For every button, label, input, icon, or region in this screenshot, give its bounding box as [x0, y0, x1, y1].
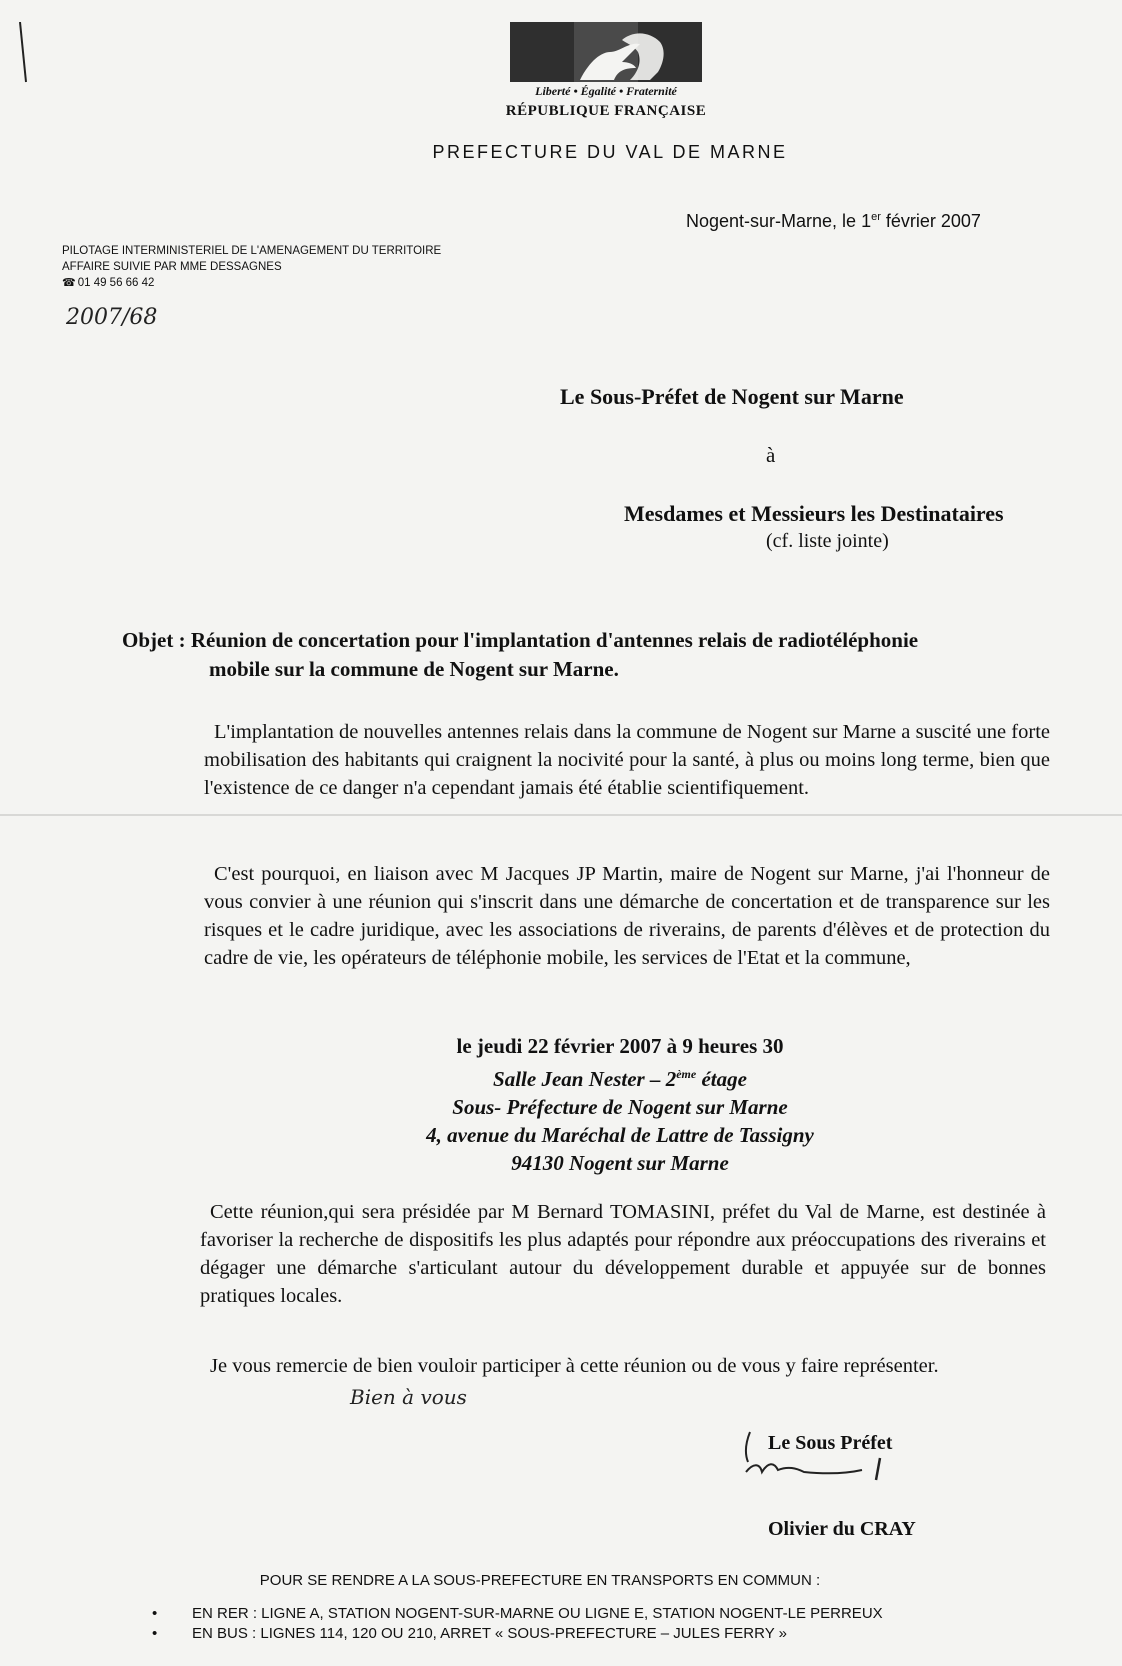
meeting-date: le jeudi 22 février 2007 à 9 heures 30: [456, 1034, 784, 1058]
service-department: PILOTAGE INTERMINISTERIEL DE L'AMENAGEMENT DU TERRITOIRE: [62, 245, 442, 257]
sender-line: Le Sous-Préfet de Nogent sur Marne: [560, 384, 904, 409]
republic-name: RÉPUBLIQUE FRANÇAISE: [505, 103, 707, 119]
bullet-icon: •: [152, 1625, 158, 1642]
letter-object: [122, 626, 1062, 684]
date-prefix: Nogent-sur-Marne, le 1: [686, 211, 872, 231]
room-prefix: Salle Jean Nester – 2: [493, 1067, 677, 1091]
body-paragraph-2: C'est pourquoi, en liaison avec M Jacques JP Martin, maire de Nogent sur Marne, j'ai l'honneur de vous convier à une réunion qui s'inscrit dans une démarche de concertation et de transparence sur les risques et le cadre juridique, avec les associations de riverains, de parents d'élèves et de protection du cadre de vie, les opérateurs de téléphonie mobile, les services de l'Etat et la commune,: [204, 863, 1050, 969]
meeting-details: [300, 1032, 940, 1177]
paper-fold-line: [0, 812, 1122, 818]
transport-item-text: EN BUS : LIGNES 114, 120 OU 210, ARRET « SOUS-PREFECTURE – JULES FERRY »: [192, 1625, 787, 1642]
marianne-logo: [510, 22, 702, 82]
body-paragraph-3: Cette réunion,qui sera présidée par M Bernard TOMASINI, préfet du Val de Marne, est destinée à favoriser la recherche de dispositifs les plus adaptés pour répondre aux préoccupations des riverains et dégager une démarche s'articulant autour du développement durable et appuyée sur de bonnes pratiques locales.: [200, 1201, 1046, 1307]
letter-date: [686, 211, 981, 232]
service-contact: AFFAIRE SUIVIE PAR MME DESSAGNES: [62, 261, 282, 273]
transport-item-bus: [150, 1624, 970, 1644]
recipients-line: Mesdames et Messieurs les Destinataires: [624, 501, 1004, 526]
phone-number: 01 49 56 66 42: [77, 277, 155, 289]
meeting-building: Sous- Préfecture de Nogent sur Marne: [452, 1095, 788, 1119]
handwritten-reference: 2007/68: [66, 305, 158, 330]
scan-margin-mark: [14, 22, 34, 84]
date-sup: er: [871, 211, 881, 223]
body-paragraph-4: Je vous remercie de bien vouloir participer à cette réunion ou de vous y faire représenter.: [210, 1355, 939, 1377]
body-paragraph-1: L'implantation de nouvelles antennes relais dans la commune de Nogent sur Marne a suscité une forte mobilisation des habitants qui craignent la nocivité pour la santé, à plus ou moins long terme, bien que l'existence de ce danger n'a cependant jamais été établie scientifiquement.: [204, 721, 1050, 799]
room-suffix: étage: [696, 1067, 747, 1091]
transport-item-text: EN RER : LIGNE A, STATION NOGENT-SUR-MARNE OU LIGNE E, STATION NOGENT-LE PERREUX: [192, 1605, 883, 1622]
phone-icon: ☎: [62, 277, 76, 289]
service-phone: [62, 275, 462, 291]
handwritten-greeting: Bien à vous: [350, 1385, 467, 1409]
bullet-icon: •: [152, 1605, 158, 1622]
recipients-note: (cf. liste jointe): [766, 530, 889, 552]
transport-item-rer: [150, 1604, 970, 1624]
signatory-name: Olivier du CRAY: [768, 1518, 916, 1540]
prefecture-name: PREFECTURE DU VAL DE MARNE: [432, 142, 788, 162]
object-label: Objet :: [122, 628, 186, 652]
object-line1: Réunion de concertation pour l'implantation d'antennes relais de radiotéléphonie: [190, 628, 919, 652]
meeting-street: 4, avenue du Maréchal de Lattre de Tassigny: [426, 1123, 814, 1147]
transport-title: POUR SE RENDRE A LA SOUS-PREFECTURE EN TRANSPORTS EN COMMUN :: [259, 1572, 821, 1589]
date-suffix: février 2007: [880, 211, 981, 231]
republic-motto: Liberté • Égalité • Fraternité: [535, 84, 677, 98]
address-to: à: [766, 443, 776, 467]
object-line2: mobile sur la commune de Nogent sur Marne.: [209, 657, 619, 681]
transport-list: [150, 1604, 970, 1644]
service-block: [62, 243, 462, 291]
signatory-title: Le Sous Préfet: [768, 1432, 893, 1454]
meeting-city: 94130 Nogent sur Marne: [511, 1151, 729, 1175]
meeting-room: [300, 1060, 940, 1093]
room-sup: ème: [676, 1067, 697, 1081]
